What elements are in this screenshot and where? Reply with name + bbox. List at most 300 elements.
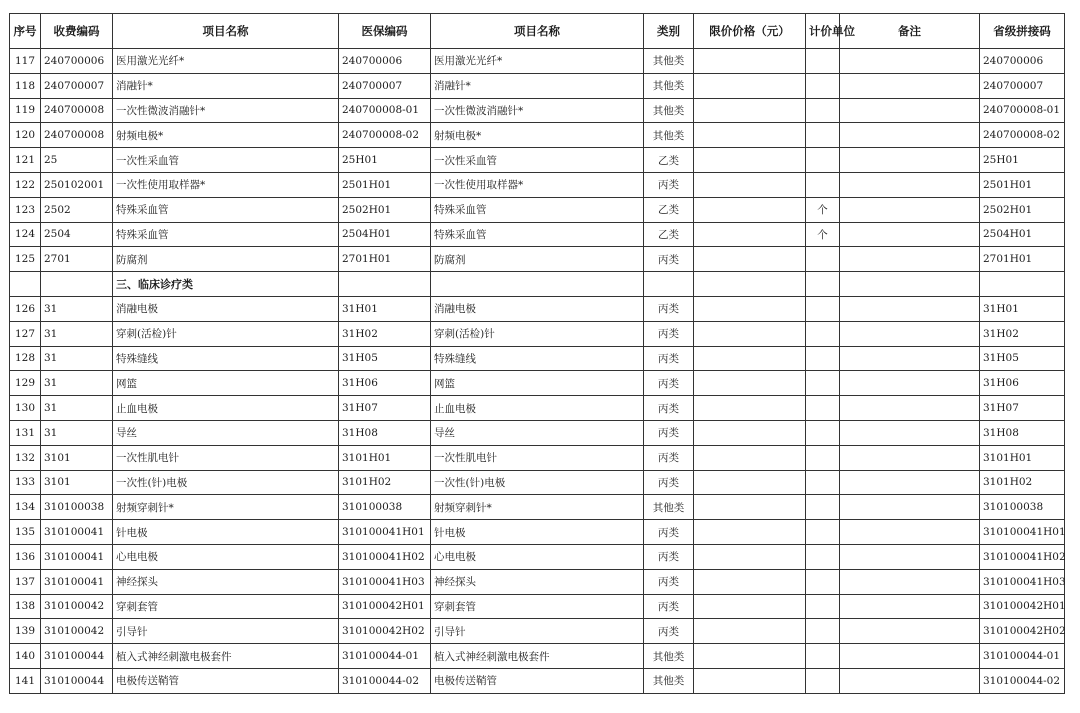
- cell-unit: [806, 73, 840, 98]
- cell-fee-code: 240700006: [41, 49, 113, 74]
- cell-seq: 121: [10, 148, 41, 173]
- section-row: [10, 272, 1065, 297]
- cell-unit: [806, 371, 840, 396]
- cell-item-name: 穿刺套管: [113, 594, 339, 619]
- cell-fee-code: 310100038: [41, 495, 113, 520]
- cell-insurance-code: 310100042H01: [339, 594, 431, 619]
- cell-fee-code: 25: [41, 148, 113, 173]
- cell-unit: [806, 445, 840, 470]
- cell-remark: [840, 495, 980, 520]
- cell-insurance-code: 240700006: [339, 49, 431, 74]
- cell-category: 乙类: [644, 197, 694, 222]
- cell-seq: 135: [10, 520, 41, 545]
- cell-province-code: 3101H01: [980, 445, 1065, 470]
- cell-unit: [806, 148, 840, 173]
- cell-remark: [840, 296, 980, 321]
- cell-item-name: 针电极: [113, 520, 339, 545]
- cell-remark: [840, 197, 980, 222]
- cell-item-name-2: 一次性使用取样器*: [431, 172, 644, 197]
- cell-price-limit: [694, 296, 806, 321]
- cell-fee-code: 310100041: [41, 544, 113, 569]
- table-row: [10, 49, 1065, 74]
- cell-category: 丙类: [644, 296, 694, 321]
- table-row: [10, 544, 1065, 569]
- cell-item-name-2: 防腐剂: [431, 247, 644, 272]
- cell-province-code: 2504H01: [980, 222, 1065, 247]
- table-row: [10, 668, 1065, 693]
- cell-category: 其他类: [644, 73, 694, 98]
- cell-item-name-2: 止血电极: [431, 396, 644, 421]
- cell-price-limit: [694, 371, 806, 396]
- cell-insurance-code: 3101H01: [339, 445, 431, 470]
- cell-fee-code: 31: [41, 396, 113, 421]
- cell-province-code: 31H07: [980, 396, 1065, 421]
- cell-insurance-code: 31H01: [339, 296, 431, 321]
- price-table-sheet: [9, 13, 1065, 694]
- cell-category: 其他类: [644, 495, 694, 520]
- cell-fee-code: 310100044: [41, 644, 113, 669]
- section-empty-cell: [10, 272, 41, 297]
- cell-remark: [840, 668, 980, 693]
- cell-province-code: 240700008-01: [980, 98, 1065, 123]
- cell-remark: [840, 470, 980, 495]
- cell-insurance-code: 240700008-01: [339, 98, 431, 123]
- cell-item-name-2: 植入式神经刺激电极套件: [431, 644, 644, 669]
- col-header-seq: 序号: [10, 14, 41, 49]
- cell-item-name-2: 特殊缝线: [431, 346, 644, 371]
- cell-category: 丙类: [644, 396, 694, 421]
- cell-remark: [840, 222, 980, 247]
- table-row: [10, 520, 1065, 545]
- section-empty-cell: [694, 272, 806, 297]
- cell-category: 其他类: [644, 98, 694, 123]
- cell-remark: [840, 247, 980, 272]
- cell-fee-code: 2502: [41, 197, 113, 222]
- cell-item-name: 一次性使用取样器*: [113, 172, 339, 197]
- cell-item-name-2: 一次性肌电针: [431, 445, 644, 470]
- cell-insurance-code: 31H08: [339, 420, 431, 445]
- cell-seq: 128: [10, 346, 41, 371]
- cell-province-code: 25H01: [980, 148, 1065, 173]
- col-header-item-name-2: 项目名称: [431, 14, 644, 49]
- cell-item-name-2: 医用激光光纤*: [431, 49, 644, 74]
- cell-insurance-code: 310100042H02: [339, 619, 431, 644]
- header-row: [10, 14, 1065, 49]
- cell-unit: [806, 247, 840, 272]
- cell-item-name-2: 电极传送鞘管: [431, 668, 644, 693]
- cell-remark: [840, 520, 980, 545]
- section-title: 三、临床诊疗类: [113, 272, 339, 297]
- cell-price-limit: [694, 172, 806, 197]
- cell-item-name-2: 一次性采血管: [431, 148, 644, 173]
- cell-price-limit: [694, 98, 806, 123]
- cell-price-limit: [694, 445, 806, 470]
- cell-remark: [840, 569, 980, 594]
- cell-price-limit: [694, 644, 806, 669]
- table-row: [10, 346, 1065, 371]
- section-empty-cell: [431, 272, 644, 297]
- section-empty-cell: [840, 272, 980, 297]
- table-row: [10, 98, 1065, 123]
- cell-item-name-2: 特殊采血管: [431, 197, 644, 222]
- cell-category: 丙类: [644, 420, 694, 445]
- cell-price-limit: [694, 247, 806, 272]
- cell-unit: [806, 569, 840, 594]
- cell-fee-code: 240700008: [41, 123, 113, 148]
- cell-price-limit: [694, 594, 806, 619]
- cell-item-name-2: 穿刺(活检)针: [431, 321, 644, 346]
- table-row: [10, 371, 1065, 396]
- cell-unit: [806, 396, 840, 421]
- cell-price-limit: [694, 619, 806, 644]
- cell-item-name: 特殊采血管: [113, 222, 339, 247]
- cell-insurance-code: 31H06: [339, 371, 431, 396]
- cell-fee-code: 310100041: [41, 520, 113, 545]
- cell-item-name: 网篮: [113, 371, 339, 396]
- cell-price-limit: [694, 148, 806, 173]
- cell-item-name-2: 心电电极: [431, 544, 644, 569]
- cell-item-name-2: 一次性微波消融针*: [431, 98, 644, 123]
- table-row: [10, 321, 1065, 346]
- cell-unit: [806, 296, 840, 321]
- cell-unit: [806, 594, 840, 619]
- cell-item-name: 一次性微波消融针*: [113, 98, 339, 123]
- cell-item-name: 穿刺(活检)针: [113, 321, 339, 346]
- cell-unit: [806, 321, 840, 346]
- cell-province-code: 31H08: [980, 420, 1065, 445]
- cell-category: 丙类: [644, 445, 694, 470]
- cell-price-limit: [694, 520, 806, 545]
- cell-unit: [806, 470, 840, 495]
- cell-item-name-2: 神经探头: [431, 569, 644, 594]
- cell-remark: [840, 619, 980, 644]
- cell-category: 其他类: [644, 644, 694, 669]
- cell-item-name: 神经探头: [113, 569, 339, 594]
- cell-item-name-2: 消融针*: [431, 73, 644, 98]
- cell-fee-code: 240700008: [41, 98, 113, 123]
- section-empty-cell: [644, 272, 694, 297]
- table-row: [10, 172, 1065, 197]
- cell-province-code: 310100042H01: [980, 594, 1065, 619]
- cell-province-code: 31H02: [980, 321, 1065, 346]
- cell-item-name-2: 特殊采血管: [431, 222, 644, 247]
- cell-fee-code: 310100041: [41, 569, 113, 594]
- cell-insurance-code: 2502H01: [339, 197, 431, 222]
- cell-seq: 129: [10, 371, 41, 396]
- cell-province-code: 240700006: [980, 49, 1065, 74]
- cell-unit: [806, 644, 840, 669]
- cell-category: 丙类: [644, 619, 694, 644]
- cell-price-limit: [694, 569, 806, 594]
- cell-remark: [840, 544, 980, 569]
- cell-insurance-code: 2501H01: [339, 172, 431, 197]
- cell-item-name: 一次性肌电针: [113, 445, 339, 470]
- cell-unit: [806, 123, 840, 148]
- cell-province-code: 31H01: [980, 296, 1065, 321]
- cell-unit: [806, 544, 840, 569]
- cell-price-limit: [694, 49, 806, 74]
- col-header-category: 类别: [644, 14, 694, 49]
- cell-province-code: 2502H01: [980, 197, 1065, 222]
- cell-unit: [806, 420, 840, 445]
- cell-unit: [806, 49, 840, 74]
- cell-insurance-code: 310100041H03: [339, 569, 431, 594]
- col-header-fee-code: 收费编码: [41, 14, 113, 49]
- cell-seq: 137: [10, 569, 41, 594]
- cell-item-name-2: 网篮: [431, 371, 644, 396]
- cell-item-name: 止血电极: [113, 396, 339, 421]
- cell-province-code: 240700007: [980, 73, 1065, 98]
- cell-insurance-code: 310100041H01: [339, 520, 431, 545]
- table-row: [10, 123, 1065, 148]
- cell-unit: [806, 520, 840, 545]
- cell-remark: [840, 445, 980, 470]
- table-row: [10, 470, 1065, 495]
- cell-province-code: 240700008-02: [980, 123, 1065, 148]
- cell-seq: 125: [10, 247, 41, 272]
- cell-province-code: 310100042H02: [980, 619, 1065, 644]
- table-row: [10, 396, 1065, 421]
- cell-seq: 119: [10, 98, 41, 123]
- cell-fee-code: 31: [41, 420, 113, 445]
- cell-seq: 126: [10, 296, 41, 321]
- table-row: [10, 594, 1065, 619]
- table-row: [10, 619, 1065, 644]
- cell-remark: [840, 346, 980, 371]
- cell-category: 丙类: [644, 371, 694, 396]
- cell-item-name-2: 导丝: [431, 420, 644, 445]
- cell-price-limit: [694, 420, 806, 445]
- cell-item-name: 引导针: [113, 619, 339, 644]
- cell-category: 丙类: [644, 172, 694, 197]
- cell-category: 其他类: [644, 668, 694, 693]
- col-header-unit: 计价单位: [806, 14, 840, 49]
- cell-fee-code: 310100042: [41, 619, 113, 644]
- cell-price-limit: [694, 346, 806, 371]
- cell-fee-code: 310100042: [41, 594, 113, 619]
- cell-insurance-code: 310100044-02: [339, 668, 431, 693]
- cell-item-name: 植入式神经刺激电极套件: [113, 644, 339, 669]
- cell-seq: 124: [10, 222, 41, 247]
- table-row: [10, 247, 1065, 272]
- cell-insurance-code: 31H02: [339, 321, 431, 346]
- cell-price-limit: [694, 668, 806, 693]
- cell-seq: 127: [10, 321, 41, 346]
- cell-unit: [806, 619, 840, 644]
- cell-unit: [806, 98, 840, 123]
- cell-seq: 120: [10, 123, 41, 148]
- cell-seq: 130: [10, 396, 41, 421]
- cell-item-name-2: 针电极: [431, 520, 644, 545]
- table-row: [10, 420, 1065, 445]
- cell-unit: [806, 172, 840, 197]
- cell-seq: 139: [10, 619, 41, 644]
- cell-seq: 141: [10, 668, 41, 693]
- cell-province-code: 2701H01: [980, 247, 1065, 272]
- cell-fee-code: 31: [41, 371, 113, 396]
- cell-item-name: 特殊缝线: [113, 346, 339, 371]
- section-empty-cell: [806, 272, 840, 297]
- cell-seq: 117: [10, 49, 41, 74]
- cell-fee-code: 240700007: [41, 73, 113, 98]
- cell-category: 丙类: [644, 247, 694, 272]
- col-header-item-name: 项目名称: [113, 14, 339, 49]
- cell-category: 丙类: [644, 346, 694, 371]
- table-body: [10, 49, 1065, 694]
- table-row: [10, 222, 1065, 247]
- cell-insurance-code: 310100041H02: [339, 544, 431, 569]
- table-row: [10, 495, 1065, 520]
- cell-price-limit: [694, 495, 806, 520]
- cell-item-name-2: 一次性(针)电极: [431, 470, 644, 495]
- col-header-remark: 备注: [840, 14, 980, 49]
- col-header-insurance-code: 医保编码: [339, 14, 431, 49]
- cell-item-name: 消融电极: [113, 296, 339, 321]
- cell-category: 丙类: [644, 470, 694, 495]
- cell-seq: 140: [10, 644, 41, 669]
- table-row: [10, 445, 1065, 470]
- table-row: [10, 644, 1065, 669]
- cell-insurance-code: 25H01: [339, 148, 431, 173]
- cell-remark: [840, 49, 980, 74]
- cell-category: 乙类: [644, 148, 694, 173]
- cell-insurance-code: 310100044-01: [339, 644, 431, 669]
- cell-item-name-2: 射频穿刺针*: [431, 495, 644, 520]
- cell-category: 丙类: [644, 321, 694, 346]
- cell-item-name: 一次性采血管: [113, 148, 339, 173]
- cell-price-limit: [694, 73, 806, 98]
- section-empty-cell: [339, 272, 431, 297]
- cell-price-limit: [694, 197, 806, 222]
- cell-province-code: 310100041H03: [980, 569, 1065, 594]
- cell-fee-code: 250102001: [41, 172, 113, 197]
- cell-category: 丙类: [644, 594, 694, 619]
- table-row: [10, 569, 1065, 594]
- cell-item-name: 消融针*: [113, 73, 339, 98]
- cell-remark: [840, 321, 980, 346]
- cell-unit: [806, 346, 840, 371]
- cell-fee-code: 31: [41, 296, 113, 321]
- cell-remark: [840, 172, 980, 197]
- cell-item-name: 射频穿刺针*: [113, 495, 339, 520]
- cell-insurance-code: 2701H01: [339, 247, 431, 272]
- cell-item-name: 射频电极*: [113, 123, 339, 148]
- cell-fee-code: 31: [41, 346, 113, 371]
- cell-seq: 138: [10, 594, 41, 619]
- section-empty-cell: [41, 272, 113, 297]
- table-row: [10, 296, 1065, 321]
- cell-seq: 118: [10, 73, 41, 98]
- cell-price-limit: [694, 396, 806, 421]
- cell-price-limit: [694, 123, 806, 148]
- cell-category: 丙类: [644, 544, 694, 569]
- table-row: [10, 73, 1065, 98]
- cell-province-code: 2501H01: [980, 172, 1065, 197]
- cell-fee-code: 3101: [41, 470, 113, 495]
- cell-seq: 134: [10, 495, 41, 520]
- cell-item-name: 特殊采血管: [113, 197, 339, 222]
- cell-fee-code: 310100044: [41, 668, 113, 693]
- table-row: [10, 197, 1065, 222]
- cell-unit: [806, 495, 840, 520]
- cell-insurance-code: 310100038: [339, 495, 431, 520]
- cell-price-limit: [694, 321, 806, 346]
- cell-insurance-code: 240700008-02: [339, 123, 431, 148]
- cell-province-code: 31H05: [980, 346, 1065, 371]
- cell-fee-code: 2504: [41, 222, 113, 247]
- cell-remark: [840, 123, 980, 148]
- cell-province-code: 310100038: [980, 495, 1065, 520]
- cell-insurance-code: 31H05: [339, 346, 431, 371]
- cell-fee-code: 31: [41, 321, 113, 346]
- cell-item-name-2: 射频电极*: [431, 123, 644, 148]
- cell-item-name-2: 穿刺套管: [431, 594, 644, 619]
- col-header-price-limit: 限价价格（元）: [694, 14, 806, 49]
- cell-insurance-code: 3101H02: [339, 470, 431, 495]
- cell-item-name: 防腐剂: [113, 247, 339, 272]
- cell-item-name: 心电电极: [113, 544, 339, 569]
- cell-province-code: 310100044-01: [980, 644, 1065, 669]
- cell-category: 其他类: [644, 123, 694, 148]
- price-table: [9, 13, 1065, 694]
- cell-item-name: 电极传送鞘管: [113, 668, 339, 693]
- cell-unit: [806, 668, 840, 693]
- cell-unit: 个: [806, 222, 840, 247]
- cell-remark: [840, 644, 980, 669]
- cell-remark: [840, 73, 980, 98]
- cell-remark: [840, 148, 980, 173]
- cell-remark: [840, 396, 980, 421]
- cell-seq: 131: [10, 420, 41, 445]
- cell-seq: 133: [10, 470, 41, 495]
- cell-item-name: 医用激光光纤*: [113, 49, 339, 74]
- cell-price-limit: [694, 222, 806, 247]
- col-header-province-code: 省级拼接码: [980, 14, 1065, 49]
- cell-item-name-2: 引导针: [431, 619, 644, 644]
- cell-province-code: 310100041H01: [980, 520, 1065, 545]
- cell-province-code: 31H06: [980, 371, 1065, 396]
- cell-remark: [840, 420, 980, 445]
- cell-insurance-code: 31H07: [339, 396, 431, 421]
- cell-remark: [840, 98, 980, 123]
- cell-item-name: 导丝: [113, 420, 339, 445]
- cell-seq: 132: [10, 445, 41, 470]
- cell-insurance-code: 2504H01: [339, 222, 431, 247]
- cell-item-name: 一次性(针)电极: [113, 470, 339, 495]
- cell-fee-code: 3101: [41, 445, 113, 470]
- cell-seq: 136: [10, 544, 41, 569]
- cell-fee-code: 2701: [41, 247, 113, 272]
- cell-price-limit: [694, 544, 806, 569]
- table-row: [10, 148, 1065, 173]
- section-empty-cell: [980, 272, 1065, 297]
- cell-item-name-2: 消融电极: [431, 296, 644, 321]
- cell-seq: 122: [10, 172, 41, 197]
- cell-remark: [840, 594, 980, 619]
- cell-category: 丙类: [644, 520, 694, 545]
- cell-unit: 个: [806, 197, 840, 222]
- cell-category: 其他类: [644, 49, 694, 74]
- cell-province-code: 3101H02: [980, 470, 1065, 495]
- cell-category: 乙类: [644, 222, 694, 247]
- cell-insurance-code: 240700007: [339, 73, 431, 98]
- cell-price-limit: [694, 470, 806, 495]
- cell-remark: [840, 371, 980, 396]
- cell-province-code: 310100044-02: [980, 668, 1065, 693]
- cell-category: 丙类: [644, 569, 694, 594]
- cell-province-code: 310100041H02: [980, 544, 1065, 569]
- cell-seq: 123: [10, 197, 41, 222]
